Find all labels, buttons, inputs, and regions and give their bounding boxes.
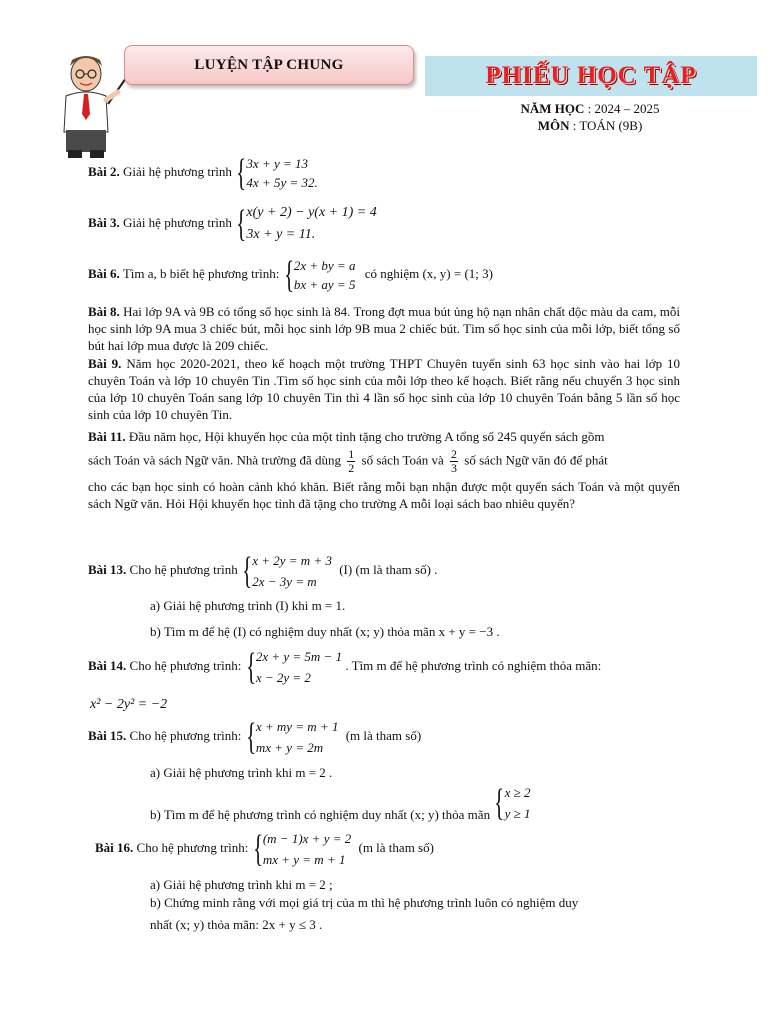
condition-1: x ≥ 2 <box>504 785 531 800</box>
exercise-text: Giải hệ phương trình <box>123 214 232 230</box>
exercise-13-part-a: a) Giải hệ phương trình (I) khi m = 1. <box>150 598 346 613</box>
header-meta <box>470 100 710 134</box>
equation-2: x − 2y = 2 <box>255 670 311 685</box>
exercise-condition: . Tìm m để hệ phương trình có nghiệm thỏa mãn: <box>345 657 602 673</box>
exercise-label: Bài 16. <box>95 839 134 855</box>
equation-system: { 2x + y = 5m − 1 x − 2y = 2 <box>245 646 343 688</box>
equation-2: 3x + y = 11. <box>246 227 316 242</box>
equation-system: { x(y + 2) − y(x + 1) = 4 3x + y = 11. <box>236 203 377 245</box>
equation-system: { 2x + by = a bx + ay = 5 <box>283 254 356 296</box>
exercise-text: b) Tìm m để hệ phương trình có nghiệm duy nhất (x; y) thỏa mãn <box>150 806 491 822</box>
exercise-16-part-b-line1: b) Chứng minh rằng với mọi giá trị của m thì hệ phương trình luôn có nghiệm duy <box>150 895 579 910</box>
exercise-14 <box>88 646 601 688</box>
exercise-condition: (m là tham số) <box>345 727 422 743</box>
equation-system: { x + my = m + 1 mx + y = 2m <box>245 716 339 758</box>
equation-1: 2x + y = 5m − 1 <box>255 649 343 664</box>
exercise-label: Bài 9. <box>88 356 122 371</box>
exercise-15 <box>88 716 421 758</box>
exercise-2 <box>88 154 318 192</box>
exercise-15-part-b <box>150 782 530 824</box>
year-value: : 2024 – 2025 <box>587 101 660 116</box>
exercise-8 <box>88 303 680 354</box>
banner-title: PHIẾU HỌC TẬP <box>485 62 697 89</box>
exercise-text-part: sách Toán và sách Ngữ văn. Nhà trường đã dùng <box>88 452 342 468</box>
condition-system: { x ≥ 2 y ≥ 1 <box>494 782 531 824</box>
exercise-text-part: số sách Toán và <box>361 452 444 468</box>
exercise-14-condition: x² − 2y² = −2 <box>90 697 168 712</box>
exercise-9 <box>88 355 680 423</box>
fraction-denominator: 2 <box>348 461 355 475</box>
fraction-numerator: 2 <box>451 447 458 461</box>
exercise-text: Đầu năm học, Hội khuyến học của một tỉnh tặng cho trường A tổng số 245 quyển sách gồm <box>128 429 605 444</box>
exercise-condition: (m là tham số) <box>358 839 434 855</box>
exercise-16-part-b-line2: nhất (x; y) thỏa mãn: 2x + y ≤ 3 . <box>150 917 323 932</box>
fraction-two-thirds <box>450 448 458 475</box>
equation-system: { 3x + y = 13 4x + 5y = 32. <box>236 152 318 194</box>
exercise-label: Bài 13. <box>88 561 127 577</box>
equation-1: x + 2y = m + 3 <box>252 553 332 568</box>
subject-label: MÔN <box>537 118 570 133</box>
exercise-text: Năm học 2020-2021, theo kế hoạch một trường THPT Chuyên tuyển sinh 63 học sinh vào hai lớp 10 chuyên Toán và lớp 10 chuyên Tin .Tìm số học sinh của mỗi lớp theo kế hoạch. Biết rằng nếu chuyển 3 học sinh của lớp 10 chuyên Toán sang lớp 10 chuyên Tin thì 4 lần số học sinh của lớp 10 chuyên Toán bằng 5 lần số học sinh của lớp 10 chuyên Tin. <box>88 356 681 422</box>
subject-value: : TOÁN (9B) <box>572 118 643 133</box>
teacher-illustration <box>56 52 130 164</box>
equation-2: 2x − 3y = m <box>252 574 317 589</box>
exercise-text: Tìm a, b biết hệ phương trình: <box>122 265 280 281</box>
exercise-text: Hai lớp 9A và 9B có tổng số học sinh là 84. Trong đợt mua bút ủng hộ nạn nhân chất độc màu da cam, mỗi học sinh lớp 9A mua 3 chiếc bút, mỗi học sinh lớp 9B mua 2 chiếc bút. Tìm số học sinh của mỗi lớp, biết tổng số bút hai lớp mua được là 209 chiếc. <box>88 304 681 353</box>
exercise-text: Giải hệ phương trình <box>123 163 232 179</box>
exercise-13-part-b: b) Tìm m để hệ (I) có nghiệm duy nhất (x; y) thỏa mãn x + y = −3 . <box>150 624 500 639</box>
year-label: NĂM HỌC <box>520 101 585 116</box>
exercise-condition: có nghiệm (x, y) = (1; 3) <box>364 265 493 281</box>
worksheet-title: LUYỆN TẬP CHUNG <box>124 45 414 85</box>
fraction-numerator: 1 <box>348 447 355 461</box>
equation-2: bx + ay = 5 <box>293 277 356 292</box>
exercise-13 <box>88 550 437 592</box>
equation-1: 2x + by = a <box>293 258 356 273</box>
exercise-16-part-a: a) Giải hệ phương trình khi m = 2 ; <box>150 877 333 892</box>
exercise-label: Bài 6. <box>88 265 120 281</box>
fraction-denominator: 3 <box>451 461 458 475</box>
exercise-text: cho các bạn học sinh có hoàn cảnh khó khăn. Biết rằng mỗi bạn nhận được một quyển sách Toán và một quyển sách Ngữ văn. Hỏi Hội khuyến học tỉnh đã tặng cho trường A mỗi loại sách bao nhiêu quyển? <box>88 479 680 511</box>
exercise-text: Cho hệ phương trình <box>129 561 238 577</box>
exercise-text: Cho hệ phương trình: <box>136 839 249 855</box>
exercise-condition: (I) (m là tham số) . <box>339 561 438 577</box>
exercise-label: Bài 8. <box>88 304 120 319</box>
exercise-3 <box>88 202 377 246</box>
equation-1: x(y + 2) − y(x + 1) = 4 <box>246 205 377 220</box>
equation-2: 4x + 5y = 32 <box>246 175 315 190</box>
exercise-label: Bài 14. <box>88 657 127 673</box>
equation-2: mx + y = 2m <box>255 740 324 755</box>
exercise-label: Bài 2. <box>88 163 120 179</box>
exercise-text-part: số sách Ngữ văn đó để phát <box>464 452 608 468</box>
exercise-text: Cho hệ phương trình: <box>129 657 242 673</box>
equation-system: { (m − 1)x + y = 2 mx + y = m + 1 <box>252 828 352 870</box>
exercise-label: Bài 15. <box>88 727 127 743</box>
equation-1: x + my = m + 1 <box>255 719 339 734</box>
exercise-11 <box>88 428 680 512</box>
condition-2: y ≥ 1 <box>504 806 531 821</box>
exercise-16 <box>95 828 434 870</box>
equation-2: mx + y = m + 1 <box>262 852 346 867</box>
fraction-one-half <box>347 448 355 475</box>
exercise-label: Bài 3. <box>88 214 120 230</box>
exercise-6 <box>88 256 493 294</box>
equation-1: (m − 1)x + y = 2 <box>262 831 352 846</box>
equation-system: { x + 2y = m + 3 2x − 3y = m <box>242 550 332 592</box>
equation-1: 3x + y = 13 <box>246 156 309 171</box>
exercise-15-part-a: a) Giải hệ phương trình khi m = 2 . <box>150 765 333 780</box>
exercise-text: Cho hệ phương trình: <box>129 727 242 743</box>
exercise-label: Bài 11. <box>88 429 126 444</box>
